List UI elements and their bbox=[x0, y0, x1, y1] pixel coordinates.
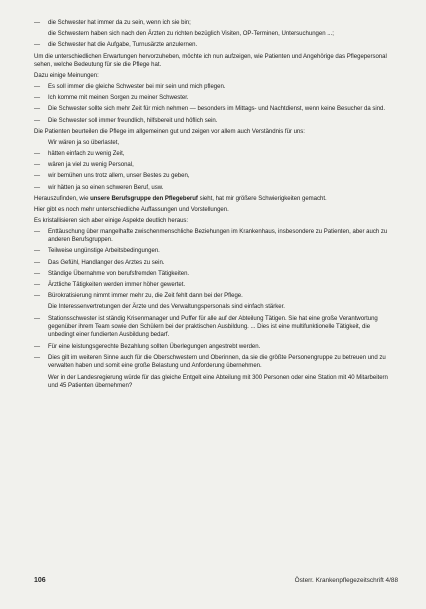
dash: — bbox=[34, 117, 41, 124]
list-item-text: Enttäuschung über mangelhafte zwischenmenschliche Beziehungen im Krankenhaus, insbesondere zu Patienten, aber auch zu anderen Berufsgruppen. bbox=[48, 228, 388, 244]
sub-line: Wir wären ja so überlastet, bbox=[48, 139, 120, 146]
list-item-text: Dies gilt im weiteren Sinne auch für die Oberschwestern und Oberinnen, da sie die größte Personengruppe zu betreuen und zu verwalten haben und somit eine große Belastung und Anforderung übernehmen. bbox=[48, 354, 386, 370]
dash: — bbox=[34, 84, 41, 91]
list-item-text: Die Schwester soll immer freundlich, hilfsbereit und höflich sein. bbox=[48, 117, 218, 124]
list-item-text: wir bemühen uns trotz allem, unser Bestes zu geben, bbox=[48, 173, 190, 180]
page-footer bbox=[34, 577, 398, 584]
paragraph-intro: Um die unterschiedlichen Erwartungen hervorzuheben, möchte ich nun aufzeigen, wie Patienten und Angehörige das Pflegepersonal sehen, welche Bedeutung für sie die Pflege hat. bbox=[34, 53, 387, 69]
dash: — bbox=[34, 354, 41, 361]
list-item bbox=[34, 150, 398, 158]
list-item-text: hätten einfach zu wenig Zeit, bbox=[48, 151, 125, 158]
list-item bbox=[34, 19, 398, 27]
list-item-text: die Schwestern haben sich nach den Ärzten zu richten bezüglich Visiten, OP-Terminen, Untersuchungen ...; bbox=[48, 31, 334, 38]
dash bbox=[34, 30, 48, 38]
paragraph-patients: Die Patienten beurteilen die Pflege im allgemeinen gut und zeigen vor allem auch Verständnis für uns: bbox=[34, 128, 305, 135]
list-item bbox=[34, 228, 398, 245]
dash: — bbox=[34, 248, 41, 255]
list-item-text: Ich komme mit meinen Sorgen zu meiner Schwester. bbox=[48, 95, 189, 102]
list-item bbox=[34, 83, 398, 91]
highlight-bold: unsere Berufsgruppe den Pflegeberuf bbox=[90, 195, 198, 202]
list-item bbox=[34, 354, 398, 371]
dash: — bbox=[34, 106, 41, 113]
dash: — bbox=[34, 282, 41, 289]
dash: — bbox=[34, 270, 41, 277]
dash: — bbox=[34, 95, 41, 102]
list-item-text: Für eine leistungsgerechte Bezahlung sollten Überlegungen angestrebt werden. bbox=[48, 343, 261, 350]
list-item bbox=[34, 117, 398, 125]
list-item bbox=[34, 281, 398, 289]
list-item bbox=[34, 184, 398, 192]
list-item bbox=[34, 161, 398, 169]
highlight-pre: Herauszufinden, wie bbox=[34, 195, 91, 202]
list-item bbox=[34, 41, 398, 49]
sub-line: Die Interessenvertretungen der Ärzte und des Verwaltungspersonals sind einfach stärker. bbox=[48, 304, 285, 311]
list-item bbox=[34, 247, 398, 255]
highlight-post: sieht, hat mir größere Schwierigkeiten gemacht. bbox=[197, 195, 327, 202]
journal-reference: Österr. Krankenpflegezeitschrift 4/88 bbox=[294, 577, 398, 584]
dash: — bbox=[34, 42, 41, 49]
dash: — bbox=[34, 162, 41, 169]
paragraph-aspects-heading: Es kristallisieren sich aber einige Aspekte deutlich heraus: bbox=[34, 217, 189, 224]
list-item-text: Es soll immer die gleiche Schwester bei mir sein und mich pflegen. bbox=[48, 84, 226, 91]
list-item bbox=[34, 315, 398, 340]
list-item-text: die Schwester hat immer da zu sein, wenn ich sie bin; bbox=[48, 20, 191, 26]
page-number: 106 bbox=[34, 577, 46, 584]
dash: — bbox=[34, 228, 41, 235]
list-item bbox=[34, 105, 398, 113]
list-item-text: wären ja viel zu wenig Personal, bbox=[48, 162, 134, 169]
list-item bbox=[34, 172, 398, 180]
dash: — bbox=[34, 173, 41, 180]
list-item-text: Ärztliche Tätigkeiten werden immer höher gewertet. bbox=[48, 282, 186, 289]
list-item-text: wir hätten ja so einen schweren Beruf, usw. bbox=[48, 184, 164, 191]
list-item bbox=[34, 270, 398, 278]
list-item-text: Das Gefühl, Handlanger des Arztes zu sein. bbox=[48, 259, 165, 266]
dash: — bbox=[34, 151, 41, 158]
list-item-text: Bürokratisierung nimmt immer mehr zu, die Zeit fehlt dann bei der Pflege. bbox=[48, 293, 243, 300]
dash: — bbox=[34, 20, 41, 26]
paragraph-opinions-heading: Dazu einige Meinungen: bbox=[34, 73, 99, 80]
list-item bbox=[34, 292, 398, 300]
dash: — bbox=[34, 293, 41, 300]
paragraph-highlight bbox=[34, 195, 398, 203]
list-item bbox=[34, 30, 398, 38]
list-item-text: Stationsschwester ist ständig Krisenmanager und Puffer für alle auf der Abteilung Tätigen. Sie hat eine große Verantwortung gegenüber ihrem Team sowie den Schülern bei der praktischen Ausbildung. ... Dies ist eine multifunktionelle Tätigkeit, die unbedingt einer fundierten Ausbildung bedarf. bbox=[48, 315, 378, 339]
list-item-text: die Schwester hat die Aufgabe, Turnusärzte anzulernen. bbox=[48, 42, 198, 49]
list-item-text: Die Schwester sollte sich mehr Zeit für mich nehmen — besonders im Mittags- und Nachtdienst, wenn keine Besucher da sind. bbox=[48, 106, 386, 113]
list-item bbox=[34, 94, 398, 102]
list-item bbox=[34, 343, 398, 351]
list-item-text: Teilweise ungünstige Arbeitsbedingungen. bbox=[48, 248, 160, 255]
dash: — bbox=[34, 343, 41, 350]
paragraph-here-too: Hier gibt es noch mehr unterschiedliche Auffassungen und Vorstellungen. bbox=[34, 206, 229, 213]
sub-line: Wer in der Landesregierung würde für das gleiche Entgelt eine Abteilung mit 300 Personen oder eine Station mit 40 Mitarbeitern und 45 Patienten übernehmen? bbox=[48, 374, 388, 389]
dash: — bbox=[34, 184, 41, 191]
dash: — bbox=[34, 259, 41, 266]
dash: — bbox=[34, 315, 41, 322]
body-text bbox=[34, 19, 398, 390]
list-item bbox=[34, 259, 398, 267]
list-item-text: Ständige Übernahme von berufsfremden Tätigkeiten. bbox=[48, 270, 190, 277]
